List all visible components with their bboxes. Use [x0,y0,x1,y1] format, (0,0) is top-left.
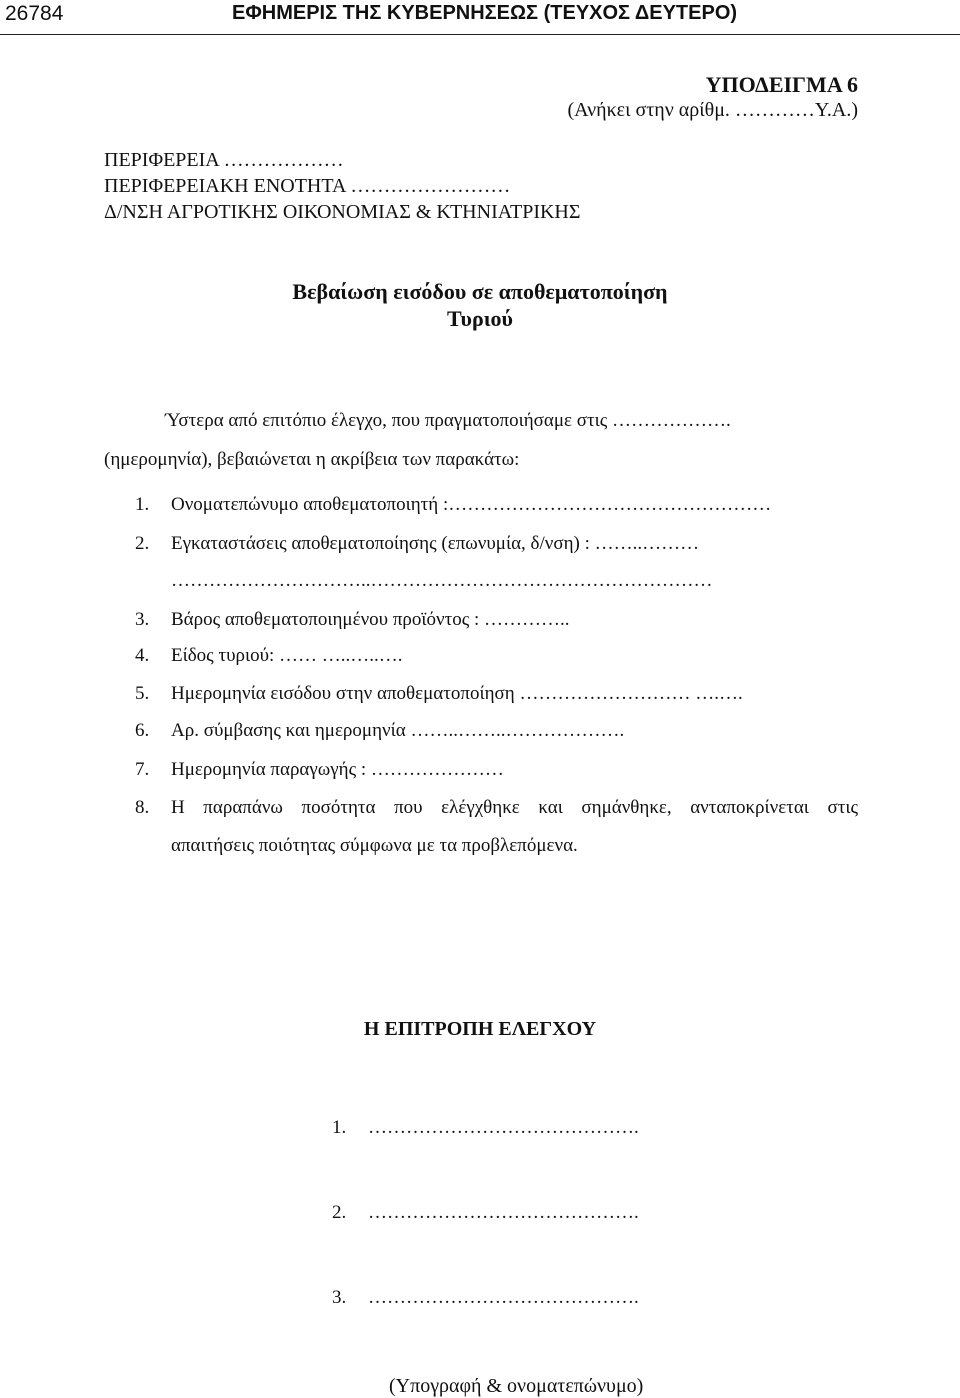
item-text: …………………………..……………………………………………… [171,570,713,591]
region-line: ΠΕΡΙΦΕΡΕΙΑ ……………… [104,149,344,171]
signature-caption: (Υπογραφή & ονοματεπώνυμο) [389,1375,644,1397]
header-divider [0,34,960,35]
item-text: απαιτήσεις ποιότητας σύμφωνα με τα προβλεπόμενα. [171,835,578,856]
item-number: 4. [135,645,150,666]
item-text: Ημερομηνία εισόδου στην αποθεματοποίηση ……………………… ….…. [171,683,743,704]
directorate-line: Δ/ΝΣΗ ΑΓΡΟΤΙΚΗΣ ΟΙΚΟΝΟΜΙΑΣ & ΚΤΗΝΙΑΤΡΙΚΗΣ [104,201,581,223]
item-text: Βάρος αποθεματοποιημένου προϊόντος : ………….. [171,609,570,630]
item-number: 8. [135,797,150,818]
signature-number: 2. [332,1202,347,1223]
signature-line [332,1117,639,1139]
page-number: 26784 [5,2,64,25]
signature-line [332,1202,639,1224]
list-item [0,494,960,520]
item-text: Ονοματεπώνυμο αποθεματοποιητή :…………………………………………… [171,494,772,515]
item-text: Η παραπάνω ποσότητα που ελέγχθηκε και σημάνθηκε, ανταποκρίνεται στις [171,797,858,818]
annex-note: (Ανήκει στην αρίθμ. …………Υ.Α.) [567,99,858,121]
item-text: Αρ. σύμβασης και ημερομηνία ……..……..………………. [171,720,625,741]
list-item [0,720,960,746]
signature-blank: ……………………………………. [368,1117,639,1138]
signature-number: 3. [332,1287,347,1308]
signature-line [332,1287,639,1309]
signature-number: 1. [332,1117,347,1138]
list-item [0,570,960,596]
list-item [0,797,960,823]
list-item [0,835,960,861]
list-item [0,759,960,785]
item-number: 2. [135,533,150,554]
list-item [0,645,960,671]
document-title: Βεβαίωση εισόδου σε αποθεματοποίηση [292,279,668,304]
intro-line-2: (ημερομηνία), βεβαιώνεται η ακρίβεια των παρακάτω: [104,449,520,470]
item-number: 3. [135,609,150,630]
item-number: 6. [135,720,150,741]
gazette-title: ΕΦΗΜΕΡΙΣ ΤΗΣ ΚΥΒΕΡΝΗΣΕΩΣ (ΤΕΥΧΟΣ ΔΕΥΤΕΡΟ) [232,2,738,24]
sample-title: ΥΠΟΔΕΙΓΜΑ 6 [705,72,858,97]
signature-blank: ……………………………………. [368,1287,639,1308]
document-subtitle: Τυριού [447,306,513,331]
item-number: 5. [135,683,150,704]
item-text: Εγκαταστάσεις αποθεματοποίησης (επωνυμία, δ/νση) : ……..……… [171,533,700,554]
item-text: Ημερομηνία παραγωγής : ………………… [171,759,504,780]
intro-line-1: Ύστερα από επιτόπιο έλεγχο, που πραγματοποιήσαμε στις ………………. [165,410,731,431]
list-item [0,609,960,635]
signature-blank: ……………………………………. [368,1202,639,1223]
item-text: Είδος τυριού: …… …..…..…. [171,645,403,666]
list-item [0,533,960,559]
regional-unit-line: ΠΕΡΙΦΕΡΕΙΑΚΗ ΕΝΟΤΗΤΑ …………………… [104,175,511,197]
committee-title: Η ΕΠΙΤΡΟΠΗ ΕΛΕΓΧΟΥ [363,1018,597,1040]
item-number: 7. [135,759,150,780]
item-number: 1. [135,494,150,515]
list-item [0,683,960,709]
